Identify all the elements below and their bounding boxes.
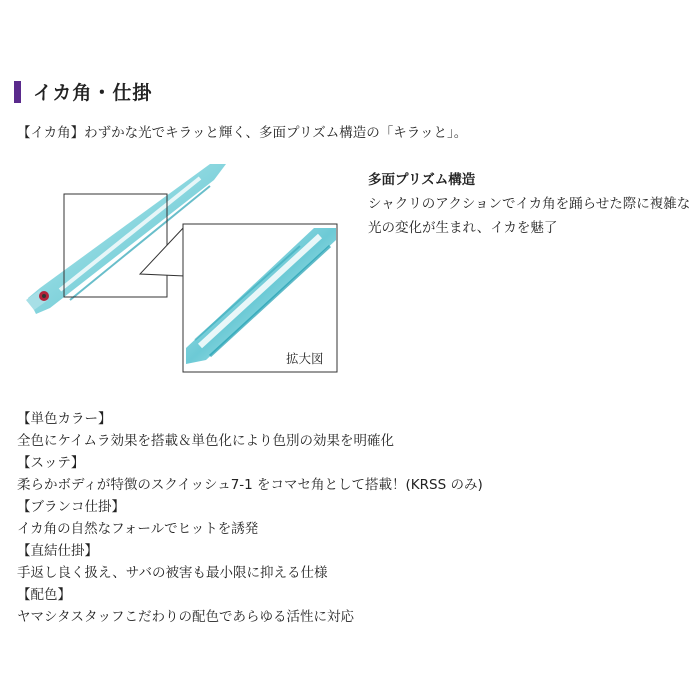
squid-jig-illustration [0,150,360,390]
feature-line: シャクリのアクションでイカ角を踊らせた際に複雑な [368,196,691,212]
heading-accent-bar [14,81,21,103]
spec-text: 柔らかボディが特徴のスクイッシュ7-1 をコマセ角として搭載！(KRSS のみ) [17,477,483,493]
zoom-label: 拡大図 [286,351,324,366]
spec-heading: 【ブランコ仕掛】 [17,499,125,515]
spec-heading: 【配色】 [17,587,71,603]
spec-text: イカ角の自然なフォールでヒットを誘発 [17,521,259,537]
feature-title: 多面プリズム構造 [368,172,476,188]
section-heading [14,78,152,105]
feature-line: 光の変化が生まれ、イカを魅了 [368,220,558,236]
spec-heading: 【スッテ】 [17,455,85,471]
spec-heading: 【単色カラー】 [17,411,112,427]
zoom-view [183,224,337,372]
feature-description [368,168,698,240]
spec-text: 手返し良く扱え、サバの被害も最小限に抑える仕様 [17,565,328,581]
spec-text: 全色にケイムラ効果を搭載＆単色化により色別の効果を明確化 [17,433,395,449]
intro-text: 【イカ角】わずかな光でキラッと輝く、多面プリズム構造の「キラッと」。 [17,125,468,141]
spec-text: ヤマシタスタッフこだわりの配色であらゆる活性に対応 [17,609,354,625]
callout-pointer [140,226,185,276]
section-title: イカ角・仕掛 [33,82,153,104]
spec-heading: 【直結仕掛】 [17,543,98,559]
spec-list [17,408,483,628]
